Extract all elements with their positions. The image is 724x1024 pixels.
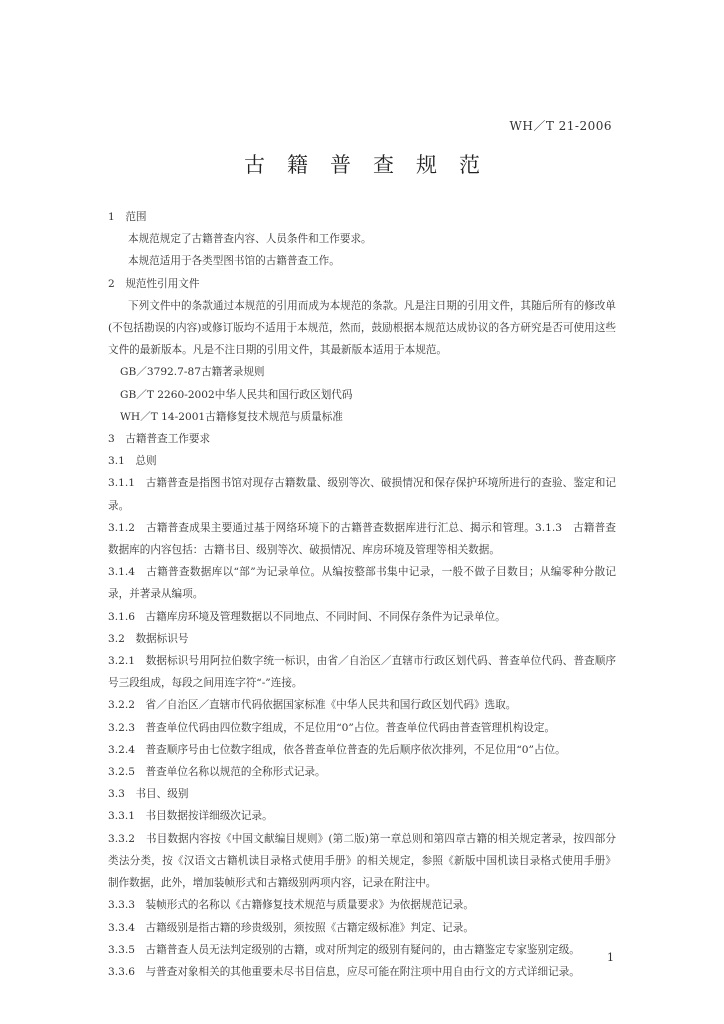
clause-3-3-2: 3.3.2 书目数据内容按《中国文献编目规则》(第二版)第一章总则和第四章古籍的相关规定著录，按四部分类法分类，按《汉语文古籍机读目录格式使用手册》的相关规定，参照《新版中国机读目录格式使用手册》制作数据，此外，增加装帧形式和古籍级别两项内容，记录在附注中。 [108,832,616,890]
clause-3-1-2: 3.1.2 古籍普查成果主要通过基于网络环境下的古籍普查数据库进行汇总、揭示和管理。3.1.3 古籍普查数据库的内容包括：古籍书目、级别等次、破损情况、库房环境及管理等相关数据。 [108,521,616,557]
reference-item: GB／T 2260-2002中华人民共和国行政区划代码 [120,388,353,401]
subsection-heading: 3.2 数据标识号 [108,632,189,645]
clause-3-1-1: 3.1.1 古籍普查是指图书馆对现存古籍数量、级别等次、破损情况和保存保护环境所进行的查验、鉴定和记录。 [108,477,616,512]
clause-3-3-1: 3.3.1 书目数据按详细级次记录。 [108,810,273,823]
reference-item: GB／3792.7-87古籍著录规则 [120,366,265,379]
section-2-heading: 2 规范性引用文件 [108,277,200,290]
clause-3-2-3: 3.2.3 普查单位代码由四位数字组成，不足位用“0”占位。普查单位代码由普查管理机构设定。 [108,721,556,734]
standard-code: WH／T 21-2006 [509,119,612,133]
section-2-paragraph: 下列文件中的条款通过本规范的引用而成为本规范的条款。凡是注日期的引用文件，其随后所有的修改单(不包括勘误的内容)或修订版均不适用于本规范，然而，鼓励根据本规范达成协议的各方研究是否可使用这些文件的最新版本。凡是不注日期的引用文件，其最新版本适用于本规范。 [108,299,616,357]
section-1-heading: 1 范围 [108,211,147,223]
document-title: 古籍普查规范 [244,153,502,177]
clause-3-3-3: 3.3.3 装帧形式的名称以《古籍修复技术规范与质量要求》为依据规范记录。 [108,899,474,912]
clause-3-2-4: 3.2.4 普查顺序号由七位数字组成，依各普查单位普查的先后顺序依次排列，不足位用“0”占位。 [108,743,566,756]
clause-3-2-1: 3.2.1 数据标识号用阿拉伯数字统一标识，由省／自治区／直辖市行政区划代码、普查单位代码、普查顺序号三段组成，每段之间用连字符“-”连接。 [108,655,616,690]
clause-3-1-4: 3.1.4 古籍普查数据库以“部”为记录单位。从编按整部书集中记录，一般不做子目数目；从编零种分散记录，并著录从编项。 [108,566,616,601]
section-3-heading: 3 古籍普查工作要求 [108,433,211,446]
document-body [108,206,616,983]
clause-3-3-5: 3.3.5 古籍普查人员无法判定级别的古籍，或对所判定的级别有疑问的，由古籍鉴定专家鉴别定级。 [108,943,580,956]
clause-3-3-4: 3.3.4 古籍级别是指古籍的珍贵级别，须按照《古籍定级标准》判定、记录。 [108,921,474,934]
section-1-paragraph: 本规范规定了古籍普查内容、人员条件和工作要求。 [128,233,372,246]
clause-3-2-2: 3.2.2 省／自治区／直辖市代码依据国家标准《中华人民共和国行政区划代码》选取。 [108,699,517,712]
clause-3-3-6: 3.3.6 与普查对象相关的其他重要未尽书目信息，应尽可能在附注项中用自由行文的方式详细记录。 [108,965,580,978]
clause-3-1-6: 3.1.6 古籍库房环境及管理数据以不同地点、不同时间、不同保存条件为记录单位。 [108,610,506,623]
subsection-heading: 3.1 总则 [108,455,157,468]
page-number: 1 [607,951,614,964]
subsection-heading: 3.3 书目、级别 [108,788,189,801]
reference-item: WH／T 14-2001古籍修复技术规范与质量标准 [120,410,343,423]
section-1-paragraph: 本规范适用于各类型图书馆的古籍普查工作。 [128,255,340,268]
clause-3-2-5: 3.2.5 普查单位名称以规范的全称形式记录。 [108,766,326,779]
